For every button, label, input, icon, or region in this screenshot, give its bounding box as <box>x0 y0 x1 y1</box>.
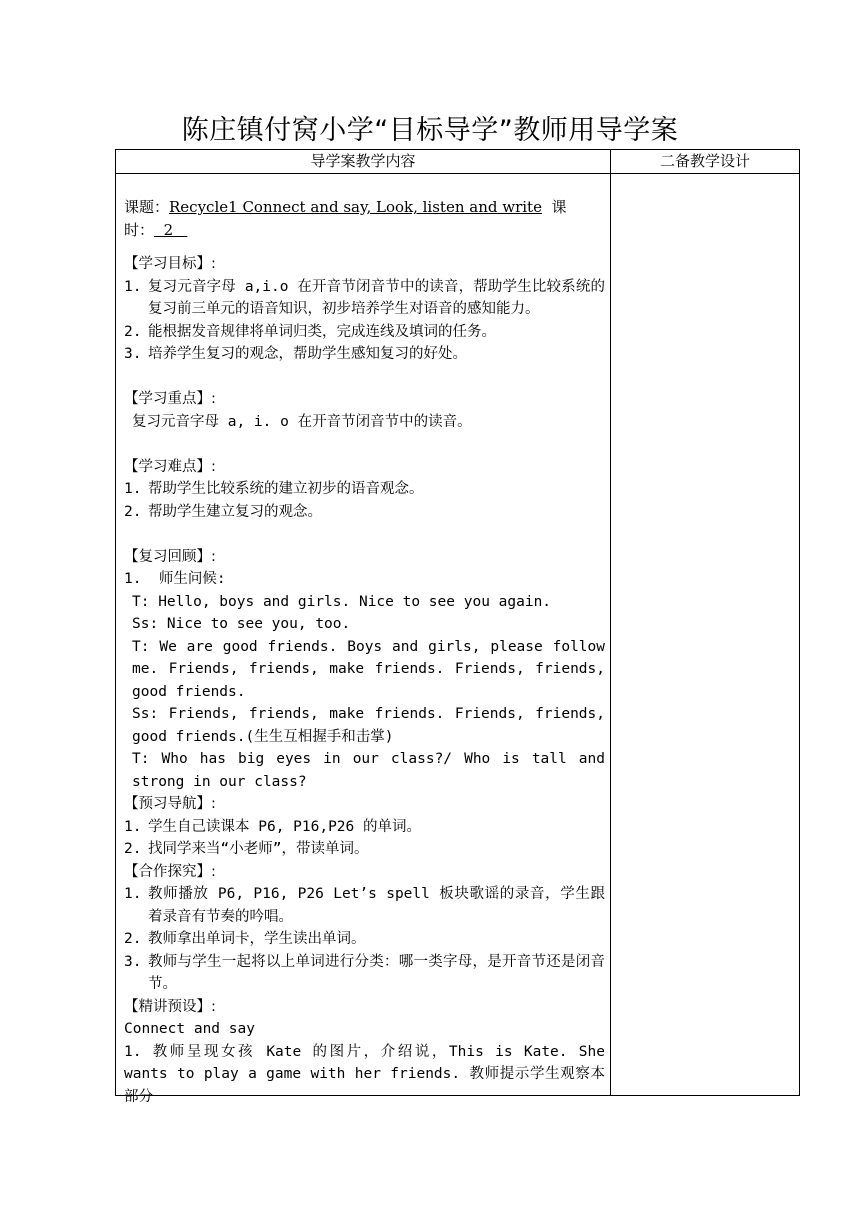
key-points-text: 复习元音字母 a, i. o 在开音节闭音节中的读音。 <box>132 413 472 430</box>
objective-item: 3. 培养学生复习的观念，帮助学生感知复习的好处。 <box>124 346 467 362</box>
difficulty-item: 1. 帮助学生比较系统的建立初步的语音观念。 <box>124 481 424 497</box>
review-heading: 【复习回顾】: <box>124 548 216 565</box>
period-value: 2 <box>163 220 174 239</box>
lecture-heading: 【精讲预设】: <box>124 998 216 1015</box>
page-title: 陈庄镇付窝小学“目标导学”教师用导学案 <box>181 115 679 146</box>
lecture-item: 1. 教师呈现女孩 Kate 的图片，介绍说，This is Kate. She wants to play a game with her friends. 教师提示学生观察本部分 <box>124 1043 605 1105</box>
difficulties-heading: 【学习难点】: <box>124 458 216 475</box>
header-second-prep: 二备教学设计 <box>659 152 750 170</box>
key-points-heading: 【学习重点】: <box>124 391 216 407</box>
review-item: 1. 师生问候: <box>124 571 226 587</box>
topic-label: 课题： <box>124 198 170 216</box>
header-teaching-content: 导学案教学内容 <box>310 152 416 170</box>
cooperate-item: 1. 教师播放 P6, P16, P26 Let’s spell 板块歌谣的录音，学生跟着录音有节奏的吟唱。 <box>124 886 605 925</box>
dialogue-line: T: Who has big eyes in our class?/ Who is tall and strong in our class? <box>132 751 605 790</box>
lecture-subheading: Connect and say <box>124 1021 255 1037</box>
objective-item: 1. 复习元音字母 a,i.o 在开音节闭音节中的读音，帮助学生比较系统的复习前三单元的语音知识，初步培养学生对语音的感知能力。 <box>124 278 605 317</box>
objective-item: 2. 能根据发音规律将单词归类，完成连线及填词的任务。 <box>124 323 496 340</box>
topic-row <box>124 174 605 253</box>
dialogue-line: Ss: Friends, friends, make friends. Friends, friends, good friends.(生生互相握手和击掌) <box>132 706 605 745</box>
preview-item: 2. 找同学来当“小老师”，带读单词。 <box>124 841 369 857</box>
dialogue-line: Ss: Nice to see you, too. <box>132 616 351 632</box>
cooperate-item: 3. 教师与学生一起将以上单词进行分类：哪一类字母，是开音节还是闭音节。 <box>124 953 605 992</box>
topic-value: Recycle1 Connect and say, Look, listen and write <box>169 198 542 216</box>
lesson-plan-table <box>115 149 800 1105</box>
period-label: 课时： <box>124 198 567 239</box>
dialogue-line: T: Hello, boys and girls. Nice to see you again. <box>132 593 552 610</box>
preview-heading: 【预习导航】: <box>124 796 216 812</box>
dialogue-line: T: We are good friends. Boys and girls, please follow me. Friends, friends, make friends. Friends, friends, good friends. <box>132 638 605 700</box>
cooperate-item: 2. 教师拿出单词卡，学生读出单词。 <box>124 931 366 947</box>
teaching-content <box>124 174 605 1108</box>
objectives-heading: 【学习目标】: <box>124 256 216 272</box>
difficulty-item: 2. 帮助学生建立复习的观念。 <box>124 503 322 520</box>
cooperate-heading: 【合作探究】: <box>124 863 216 880</box>
preview-item: 1. 学生自己读课本 P6, P16,P26 的单词。 <box>124 818 421 835</box>
column-divider <box>610 150 611 1095</box>
